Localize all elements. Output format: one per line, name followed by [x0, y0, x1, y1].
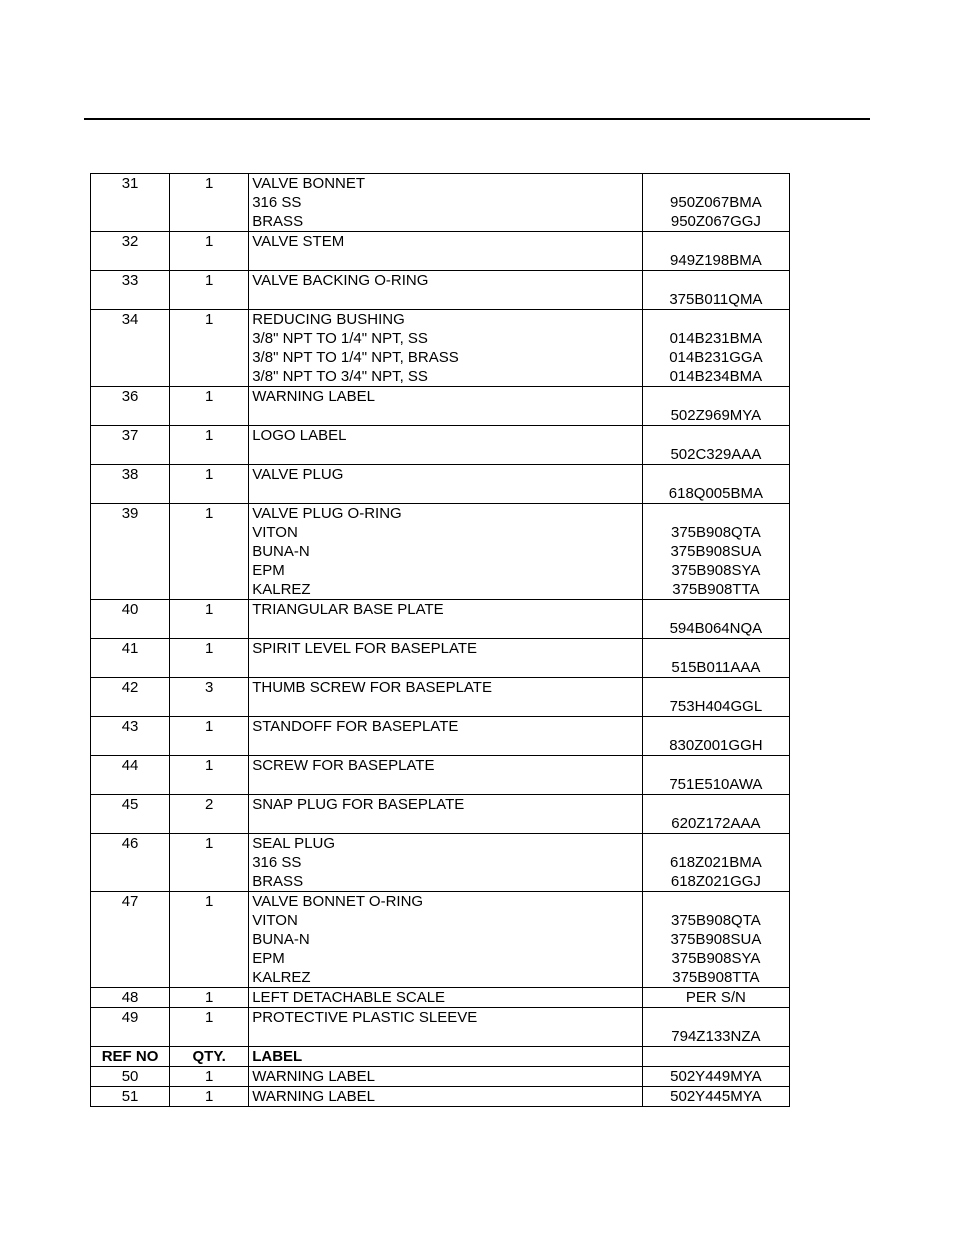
table-row: [91, 795, 790, 815]
qty-cell: 1: [170, 1008, 249, 1028]
description-cell: [249, 736, 643, 756]
qty-cell: 1: [170, 892, 249, 912]
qty-cell: 1: [170, 639, 249, 659]
table-row: [91, 658, 790, 678]
description-cell: EPM: [249, 949, 643, 968]
table-row: [91, 1008, 790, 1028]
part-number-cell: [642, 600, 789, 620]
table-row: [91, 465, 790, 485]
part-number-cell: 014B231BMA: [642, 329, 789, 348]
qty-cell: [170, 930, 249, 949]
description-cell: STANDOFF FOR BASEPLATE: [249, 717, 643, 737]
qty-cell: 1: [170, 600, 249, 620]
qty-cell: QTY.: [170, 1047, 249, 1067]
table-row: [91, 1027, 790, 1047]
table-row: [91, 639, 790, 659]
ref-no-cell: 46: [91, 834, 170, 854]
ref-no-cell: 44: [91, 756, 170, 776]
description-cell: BRASS: [249, 212, 643, 232]
part-number-cell: [642, 1047, 789, 1067]
part-number-cell: 014B231GGA: [642, 348, 789, 367]
table-row: [91, 678, 790, 698]
table-row: [91, 911, 790, 930]
description-cell: VALVE BONNET O-RING: [249, 892, 643, 912]
ref-no-cell: [91, 619, 170, 639]
table-row: [91, 174, 790, 194]
parts-table: [90, 173, 790, 1107]
description-cell: SPIRIT LEVEL FOR BASEPLATE: [249, 639, 643, 659]
qty-cell: [170, 406, 249, 426]
ref-no-cell: [91, 814, 170, 834]
ref-no-cell: [91, 949, 170, 968]
ref-no-cell: [91, 348, 170, 367]
table-row: [91, 251, 790, 271]
qty-cell: 1: [170, 426, 249, 446]
part-number-cell: 618Q005BMA: [642, 484, 789, 504]
ref-no-cell: 48: [91, 988, 170, 1008]
part-number-cell: [642, 834, 789, 854]
part-number-cell: 502Z969MYA: [642, 406, 789, 426]
description-cell: PROTECTIVE PLASTIC SLEEVE: [249, 1008, 643, 1028]
table-row: [91, 445, 790, 465]
part-number-cell: [642, 717, 789, 737]
ref-no-cell: [91, 775, 170, 795]
ref-no-cell: 49: [91, 1008, 170, 1028]
ref-no-cell: [91, 930, 170, 949]
table-row: [91, 329, 790, 348]
qty-cell: [170, 853, 249, 872]
description-cell: [249, 658, 643, 678]
description-cell: [249, 697, 643, 717]
description-cell: 3/8" NPT TO 1/4" NPT, SS: [249, 329, 643, 348]
table-row: [91, 930, 790, 949]
table-row: [91, 426, 790, 446]
table-row: [91, 988, 790, 1008]
description-cell: SEAL PLUG: [249, 834, 643, 854]
part-number-cell: [642, 465, 789, 485]
table-row: [91, 872, 790, 892]
description-cell: 316 SS: [249, 853, 643, 872]
table-row: [91, 834, 790, 854]
qty-cell: [170, 872, 249, 892]
qty-cell: [170, 484, 249, 504]
table-row: [91, 193, 790, 212]
description-cell: BRASS: [249, 872, 643, 892]
ref-no-cell: [91, 212, 170, 232]
part-number-cell: 618Z021GGJ: [642, 872, 789, 892]
ref-no-cell: 50: [91, 1067, 170, 1087]
qty-cell: 1: [170, 271, 249, 291]
part-number-cell: [642, 426, 789, 446]
qty-cell: [170, 290, 249, 310]
part-number-cell: 515B011AAA: [642, 658, 789, 678]
qty-cell: 1: [170, 310, 249, 330]
part-number-cell: 950Z067BMA: [642, 193, 789, 212]
table-row: [91, 717, 790, 737]
description-cell: [249, 1027, 643, 1047]
ref-no-cell: 36: [91, 387, 170, 407]
ref-no-cell: 41: [91, 639, 170, 659]
ref-no-cell: REF NO: [91, 1047, 170, 1067]
part-number-cell: 949Z198BMA: [642, 251, 789, 271]
part-number-cell: 794Z133NZA: [642, 1027, 789, 1047]
ref-no-cell: [91, 561, 170, 580]
ref-no-cell: 33: [91, 271, 170, 291]
qty-cell: [170, 911, 249, 930]
ref-no-cell: 39: [91, 504, 170, 524]
table-row: [91, 271, 790, 291]
table-row: [91, 212, 790, 232]
table-row: [91, 310, 790, 330]
part-number-cell: [642, 639, 789, 659]
table-row: [91, 853, 790, 872]
part-number-cell: [642, 892, 789, 912]
description-cell: [249, 775, 643, 795]
table-row: [91, 968, 790, 988]
description-cell: THUMB SCREW FOR BASEPLATE: [249, 678, 643, 698]
part-number-cell: [642, 174, 789, 194]
table-row: [91, 232, 790, 252]
table-row: [91, 387, 790, 407]
description-cell: VITON: [249, 911, 643, 930]
part-number-cell: 375B908SYA: [642, 561, 789, 580]
part-number-cell: 502C329AAA: [642, 445, 789, 465]
top-rule: [84, 118, 870, 120]
description-cell: SNAP PLUG FOR BASEPLATE: [249, 795, 643, 815]
part-number-cell: [642, 756, 789, 776]
qty-cell: [170, 367, 249, 387]
description-cell: [249, 251, 643, 271]
description-cell: [249, 406, 643, 426]
table-row: [91, 523, 790, 542]
qty-cell: [170, 580, 249, 600]
description-cell: LEFT DETACHABLE SCALE: [249, 988, 643, 1008]
part-number-cell: [642, 232, 789, 252]
ref-no-cell: [91, 853, 170, 872]
description-cell: LABEL: [249, 1047, 643, 1067]
part-number-cell: 014B234BMA: [642, 367, 789, 387]
qty-cell: [170, 193, 249, 212]
description-cell: VALVE BACKING O-RING: [249, 271, 643, 291]
qty-cell: 1: [170, 756, 249, 776]
ref-no-cell: [91, 445, 170, 465]
ref-no-cell: [91, 290, 170, 310]
qty-cell: [170, 1027, 249, 1047]
part-number-cell: 620Z172AAA: [642, 814, 789, 834]
part-number-cell: 753H404GGL: [642, 697, 789, 717]
description-cell: EPM: [249, 561, 643, 580]
part-number-cell: [642, 387, 789, 407]
qty-cell: 1: [170, 504, 249, 524]
ref-no-cell: [91, 736, 170, 756]
part-number-cell: [642, 504, 789, 524]
qty-cell: [170, 523, 249, 542]
ref-no-cell: 34: [91, 310, 170, 330]
description-cell: VALVE PLUG: [249, 465, 643, 485]
ref-no-cell: [91, 872, 170, 892]
qty-cell: 1: [170, 1067, 249, 1087]
description-cell: VITON: [249, 523, 643, 542]
qty-cell: [170, 561, 249, 580]
qty-cell: 1: [170, 174, 249, 194]
part-number-cell: 375B908SUA: [642, 930, 789, 949]
ref-no-cell: [91, 911, 170, 930]
ref-no-cell: [91, 542, 170, 561]
table-row: [91, 1067, 790, 1087]
table-row: [91, 290, 790, 310]
part-number-cell: 375B908SUA: [642, 542, 789, 561]
qty-cell: 3: [170, 678, 249, 698]
part-number-cell: 375B908QTA: [642, 911, 789, 930]
table-row: [91, 697, 790, 717]
qty-cell: [170, 697, 249, 717]
table-row: [91, 619, 790, 639]
description-cell: [249, 484, 643, 504]
part-number-cell: [642, 271, 789, 291]
ref-no-cell: 42: [91, 678, 170, 698]
part-number-cell: PER S/N: [642, 988, 789, 1008]
part-number-cell: 502Y449MYA: [642, 1067, 789, 1087]
qty-cell: 2: [170, 795, 249, 815]
part-number-cell: [642, 678, 789, 698]
ref-no-cell: 37: [91, 426, 170, 446]
table-header-row: [91, 1047, 790, 1067]
part-number-cell: 375B011QMA: [642, 290, 789, 310]
part-number-cell: 594B064NQA: [642, 619, 789, 639]
part-number-cell: 375B908QTA: [642, 523, 789, 542]
qty-cell: [170, 736, 249, 756]
description-cell: VALVE STEM: [249, 232, 643, 252]
ref-no-cell: 38: [91, 465, 170, 485]
qty-cell: [170, 814, 249, 834]
description-cell: TRIANGULAR BASE PLATE: [249, 600, 643, 620]
table-row: [91, 600, 790, 620]
ref-no-cell: [91, 406, 170, 426]
ref-no-cell: 32: [91, 232, 170, 252]
ref-no-cell: 45: [91, 795, 170, 815]
qty-cell: [170, 212, 249, 232]
description-cell: [249, 445, 643, 465]
ref-no-cell: [91, 251, 170, 271]
qty-cell: [170, 658, 249, 678]
description-cell: WARNING LABEL: [249, 1067, 643, 1087]
table-row: [91, 348, 790, 367]
table-row: [91, 484, 790, 504]
part-number-cell: 375B908TTA: [642, 968, 789, 988]
table-row: [91, 580, 790, 600]
description-cell: [249, 290, 643, 310]
qty-cell: [170, 775, 249, 795]
qty-cell: 1: [170, 717, 249, 737]
qty-cell: [170, 329, 249, 348]
description-cell: VALVE PLUG O-RING: [249, 504, 643, 524]
table-row: [91, 1087, 790, 1107]
description-cell: WARNING LABEL: [249, 387, 643, 407]
part-number-cell: 950Z067GGJ: [642, 212, 789, 232]
description-cell: SCREW FOR BASEPLATE: [249, 756, 643, 776]
part-number-cell: 830Z001GGH: [642, 736, 789, 756]
table-row: [91, 775, 790, 795]
ref-no-cell: 40: [91, 600, 170, 620]
qty-cell: 1: [170, 465, 249, 485]
ref-no-cell: [91, 329, 170, 348]
table-row: [91, 814, 790, 834]
qty-cell: [170, 619, 249, 639]
description-cell: [249, 814, 643, 834]
qty-cell: [170, 968, 249, 988]
description-cell: 3/8" NPT TO 1/4" NPT, BRASS: [249, 348, 643, 367]
qty-cell: [170, 445, 249, 465]
ref-no-cell: 31: [91, 174, 170, 194]
table-row: [91, 736, 790, 756]
part-number-cell: 751E510AWA: [642, 775, 789, 795]
description-cell: REDUCING BUSHING: [249, 310, 643, 330]
description-cell: BUNA-N: [249, 542, 643, 561]
table-row: [91, 756, 790, 776]
table-row: [91, 504, 790, 524]
ref-no-cell: 43: [91, 717, 170, 737]
qty-cell: 1: [170, 834, 249, 854]
ref-no-cell: [91, 523, 170, 542]
qty-cell: [170, 542, 249, 561]
qty-cell: [170, 251, 249, 271]
description-cell: KALREZ: [249, 580, 643, 600]
ref-no-cell: [91, 484, 170, 504]
ref-no-cell: [91, 1027, 170, 1047]
table-row: [91, 367, 790, 387]
part-number-cell: 618Z021BMA: [642, 853, 789, 872]
qty-cell: 1: [170, 232, 249, 252]
ref-no-cell: 47: [91, 892, 170, 912]
part-number-cell: 502Y445MYA: [642, 1087, 789, 1107]
ref-no-cell: [91, 968, 170, 988]
description-cell: BUNA-N: [249, 930, 643, 949]
qty-cell: 1: [170, 1087, 249, 1107]
ref-no-cell: 51: [91, 1087, 170, 1107]
qty-cell: 1: [170, 387, 249, 407]
part-number-cell: 375B908TTA: [642, 580, 789, 600]
part-number-cell: [642, 1008, 789, 1028]
qty-cell: [170, 348, 249, 367]
part-number-cell: 375B908SYA: [642, 949, 789, 968]
description-cell: WARNING LABEL: [249, 1087, 643, 1107]
parts-table-body: [91, 174, 790, 1107]
table-row: [91, 406, 790, 426]
ref-no-cell: [91, 658, 170, 678]
ref-no-cell: [91, 580, 170, 600]
description-cell: VALVE BONNET: [249, 174, 643, 194]
description-cell: LOGO LABEL: [249, 426, 643, 446]
part-number-cell: [642, 310, 789, 330]
ref-no-cell: [91, 697, 170, 717]
description-cell: [249, 619, 643, 639]
ref-no-cell: [91, 193, 170, 212]
table-row: [91, 542, 790, 561]
qty-cell: 1: [170, 988, 249, 1008]
ref-no-cell: [91, 367, 170, 387]
part-number-cell: [642, 795, 789, 815]
table-row: [91, 949, 790, 968]
qty-cell: [170, 949, 249, 968]
table-row: [91, 561, 790, 580]
table-row: [91, 892, 790, 912]
description-cell: 316 SS: [249, 193, 643, 212]
description-cell: 3/8" NPT TO 3/4" NPT, SS: [249, 367, 643, 387]
description-cell: KALREZ: [249, 968, 643, 988]
